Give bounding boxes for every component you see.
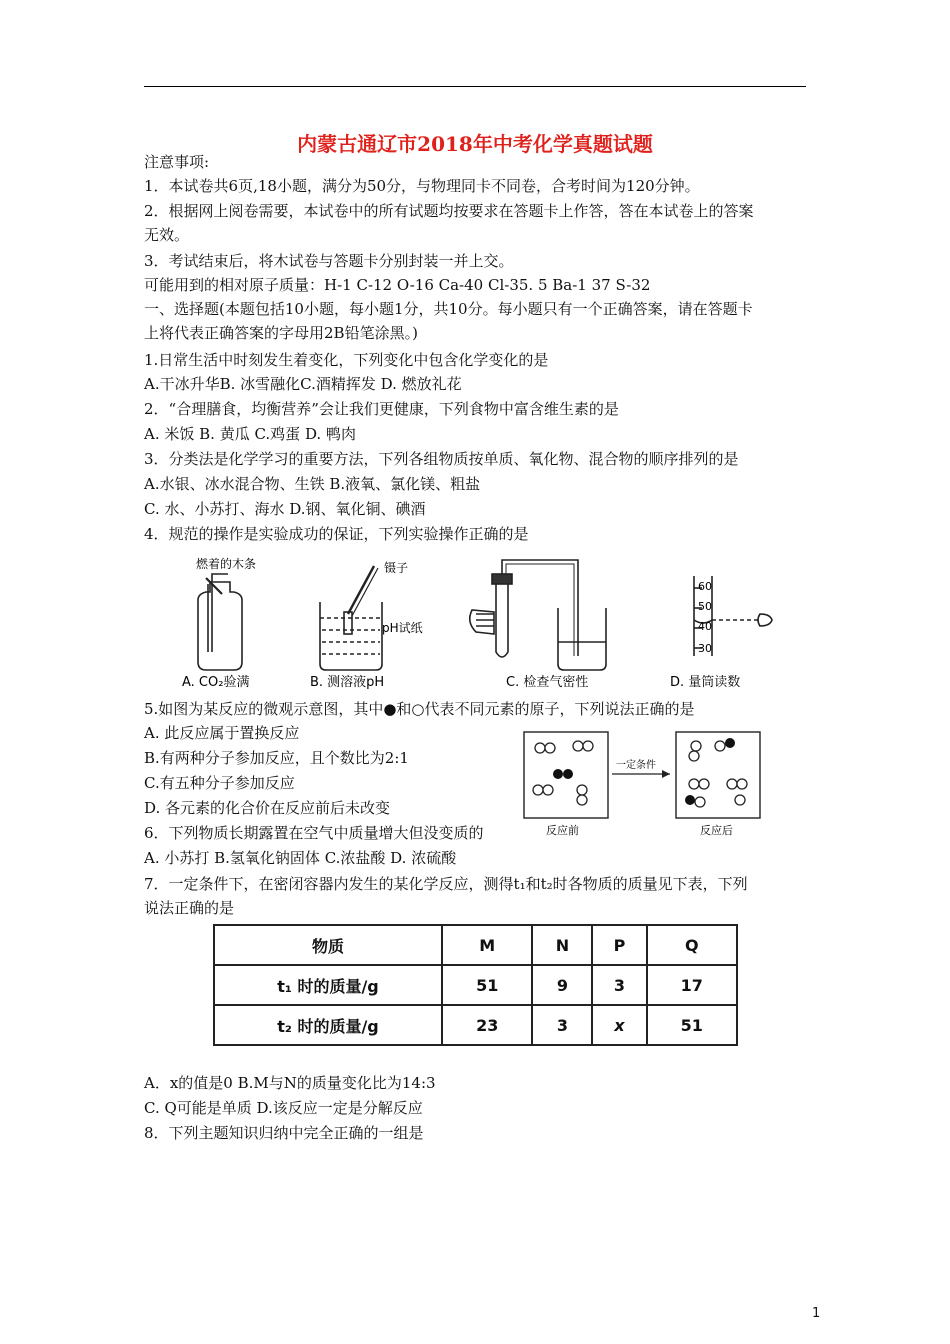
q5-option-c: C.有五种分子参加反应 <box>144 774 295 792</box>
q5-option-d: D. 各元素的化合价在反应前后未改变 <box>144 799 391 817</box>
fig-d-label: D. 量筒读数 <box>670 675 741 690</box>
table-row <box>214 965 737 1005</box>
section1-intro-a: 一、选择题(本题包括10小题，每小题1分，共10分。每小题只有一个正确答案，请在答题卡 <box>144 300 753 318</box>
fig-a-label: A. CO₂验满 <box>182 675 250 690</box>
notes-heading: 注意事项: <box>144 153 210 171</box>
q3-options-ab: A.水银、冰水混合物、生铁 B.液氧、氯化镁、粗盐 <box>144 475 481 493</box>
q6-options: A. 小苏打 B.氢氧化钠固体 C.浓盐酸 D. 浓硫酸 <box>144 849 457 867</box>
q7-options-ab: A．x的值是0 B.M与N的质量变化比为14:3 <box>144 1074 436 1092</box>
fig-b-label: B. 测溶液pH <box>310 675 385 690</box>
q5-stem: 5.如图为某反应的微观示意图，其中●和○代表不同元素的原子，下列说法正确的是 <box>144 700 695 718</box>
fig-b-tag-tweezers: 镊子 <box>384 561 409 575</box>
table-header-cell: N <box>532 925 592 965</box>
q4-stem: 4．规范的操作是实验成功的保证，下列实验操作正确的是 <box>144 525 529 543</box>
note-2b: 无效。 <box>144 226 190 244</box>
q3-stem: 3．分类法是化学学习的重要方法，下列各组物质按单质、氧化物、混合物的顺序排列的是 <box>144 450 739 468</box>
table-header-cell: M <box>442 925 532 965</box>
fig-a-tag: 燃着的木条 <box>196 557 257 571</box>
table-header-cell: P <box>592 925 646 965</box>
table-cell: 51 <box>442 965 532 1005</box>
q1-stem: 1.日常生活中时刻发生着变化，下列变化中包含化学变化的是 <box>144 351 549 369</box>
q5-figure <box>520 728 770 843</box>
q7-options-cd: C. Q可能是单质 D.该反应一定是分解反应 <box>144 1099 423 1117</box>
fig-b-tag-ph-paper: pH试纸 <box>382 621 423 635</box>
q6-stem: 6．下列物质长期露置在空气中质量增大但没变质的 <box>144 824 484 842</box>
table-header-cell: 物质 <box>214 925 442 965</box>
q5-option-b: B.有两种分子参加反应，且个数比为2:1 <box>144 749 409 767</box>
q5-before-label: 反应前 <box>546 824 579 837</box>
q5-after-label: 反应后 <box>700 824 733 837</box>
table-cell: 51 <box>647 1005 737 1045</box>
table-cell: 3 <box>532 1005 592 1045</box>
atomic-masses: 可能用到的相对原子质量：H-1 C-12 O-16 Ca-40 Cl-35. 5 Ba-1 37 S-32 <box>144 276 651 294</box>
note-3: 3．考试结束后，将木试卷与答题卡分别封装一并上交。 <box>144 252 514 270</box>
q7-stem-a: 7．一定条件下，在密闭容器内发生的某化学反应，测得t₁和t₂时各物质的质量见下表，下列 <box>144 875 748 893</box>
q3-options-cd: C. 水、小苏打、海水 D.钢、氧化铜、碘酒 <box>144 500 426 518</box>
fig-d-tick-50: 50 <box>698 600 712 613</box>
q2-options: A. 米饭 B. 黄瓜 C.鸡蛋 D. 鸭肉 <box>144 425 356 443</box>
q8-stem: 8．下列主题知识归纳中完全正确的一组是 <box>144 1124 424 1142</box>
table-cell: x <box>592 1005 646 1045</box>
q1-options: A.干冰升华B. 冰雪融化C.酒精挥发 D. 燃放礼花 <box>144 375 462 393</box>
note-2a: 2．根据网上阅卷需要，本试卷中的所有试题均按要求在答题卡上作答，答在本试卷上的答案 <box>144 202 754 220</box>
table-cell: t₁ 时的质量/g <box>214 965 442 1005</box>
table-row <box>214 925 737 965</box>
section1-intro-b: 上将代表正确答案的字母用2B铅笔涂黑。) <box>144 324 418 342</box>
q4-figure <box>160 552 800 692</box>
table-row <box>214 1005 737 1045</box>
table-header-cell: Q <box>647 925 737 965</box>
fig-c-apparatus <box>470 560 606 670</box>
fig-b-beaker <box>320 566 382 670</box>
page-title: 内蒙古通辽市2018年中考化学真题试题 <box>297 132 653 156</box>
table-cell: 9 <box>532 965 592 1005</box>
fig-d-tick-30: 30 <box>698 642 712 655</box>
fig-d-tick-40: 40 <box>698 620 712 633</box>
header-rule <box>144 86 806 87</box>
table-cell: 3 <box>592 965 646 1005</box>
note-1: 1．本试卷共6页,18小题，满分为50分，与物理同卡不同卷，合考时间为120分钟。 <box>144 177 700 195</box>
page-number: 1 <box>812 1306 821 1321</box>
table-cell: 17 <box>647 965 737 1005</box>
q7-stem-b: 说法正确的是 <box>144 899 235 917</box>
q7-table <box>213 924 738 1046</box>
fig-a-gas-jar <box>198 574 242 670</box>
q5-option-a: A. 此反应属于置换反应 <box>144 724 300 742</box>
q2-stem: 2．“合理膳食，均衡营养”会让我们更健康，下列食物中富含维生素的是 <box>144 400 619 418</box>
fig-d-tick-60: 60 <box>698 580 712 593</box>
table-cell: t₂ 时的质量/g <box>214 1005 442 1045</box>
q5-arrow-label: 一定条件 <box>616 760 656 771</box>
table-cell: 23 <box>442 1005 532 1045</box>
fig-c-label: C. 检查气密性 <box>506 675 589 690</box>
